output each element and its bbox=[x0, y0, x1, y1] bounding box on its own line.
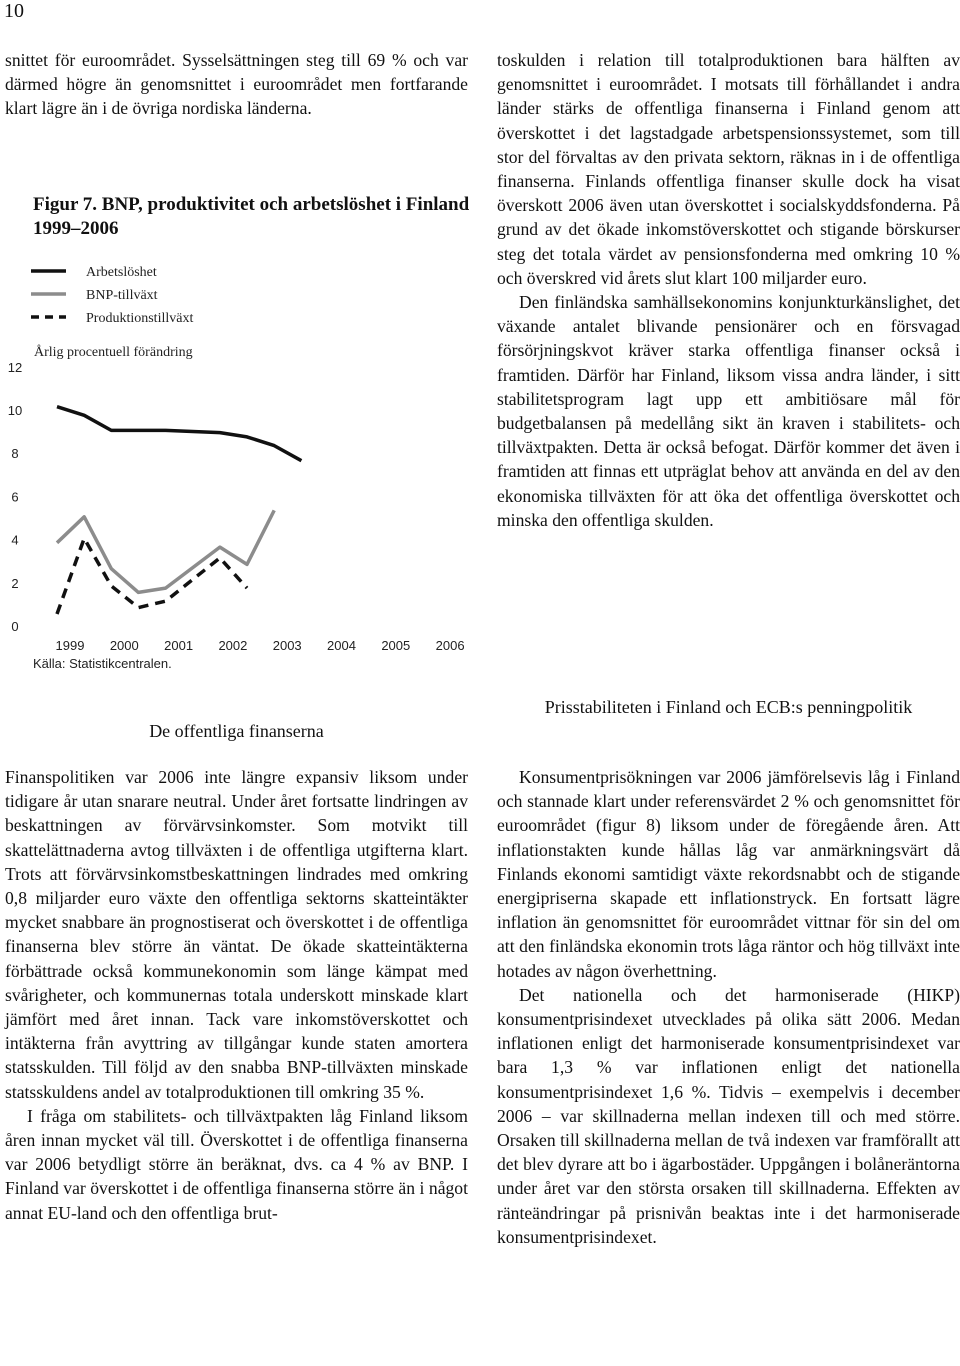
y-axis-label: Årlig procentuell förändring bbox=[34, 345, 193, 360]
body-paragraph: Finanspolitiken var 2006 inte längre expansiv liksom under tidigare år utan snarare neutral. Under året fortsatte lindringen av beskattningen av förvärvsinkomster. Som motvikt till skattelättnaderna avtog tillväxten i de offentliga utgifterna klart. Trots att förvärvsinkomstbeskattningen lindrades med omkring 0,8 miljarder euro växte den offentliga sektorns skatteintäkter mycket snabbare än prognostiserat och överskottet i de offentliga finanserna blev större än väntat. De ökade skatteintäkterna förbättrade också kommunekonomin som länge kämpat med svårigheter, och kommunernas totala underskott minskade klart jämfört med året innan. Tack vare inkomstöverskottet och intäkterna från avyttring av tillgångar kunde staten amortera statsskulden. Till följd av den snabba BNP-tillväxten minskade statsskuldens andel av totalproduktionen till omkring 35 %. bbox=[5, 767, 468, 1102]
x-tick-label: 2001 bbox=[164, 638, 194, 653]
x-tick-label: 2005 bbox=[381, 638, 411, 653]
page-number: 10 bbox=[4, 0, 24, 22]
x-tick-label: 2002 bbox=[218, 638, 248, 653]
figure-title: Figur 7. BNP, produktivitet och arbetslöshet i Finland 1999–2006 bbox=[33, 194, 470, 239]
x-tick-labels bbox=[56, 638, 465, 653]
legend-label: Produktionstillväxt bbox=[86, 311, 194, 326]
body-paragraph: Konsumentprisökningen var 2006 jämförelsevis låg i Finland och stannade klart under referensvärdet 2 % och genomsnittet för euroområdet (figur 8) liksom under de föregående åren. Att inflationstakten kunde hållas låg var anmärkningsvärt då Finlands ekonomi samtidigt växte rekordsnabbt och de stigande energipriserna skapade ett inflationstryck. En fortsatt lägre inflation än genomsnittet för euroområdet vittnar för sin del om att den finländska ekonomin trots låga räntor och hög tillväxt inte hotades av någon överhettning. bbox=[497, 767, 960, 981]
x-tick-label: 2004 bbox=[327, 638, 356, 653]
chart-series bbox=[57, 407, 301, 614]
y-tick-label: 4 bbox=[11, 532, 19, 548]
x-tick-label: 2000 bbox=[109, 638, 139, 653]
series-line-arbetslöshet bbox=[57, 407, 301, 461]
legend-label: Arbetslöshet bbox=[86, 265, 157, 280]
y-tick-label: 10 bbox=[7, 403, 23, 418]
y-tick-label: 8 bbox=[11, 446, 19, 462]
y-tick-label: 6 bbox=[11, 489, 19, 505]
body-paragraph: toskulden i relation till totalproduktionen bara hälften av genomsnittet i euroområdet. I motsats till förhållandet i andra länder stärks de offentliga finanserna i Finland genom att överskottet i det lagstadgade arbetspensionssystemet, som till stor del förvaltas av den privata sektorn, räknas in i de offentliga finanserna. Finlands offentliga finanser skulle dock ha visat överskott 2006 även utan överskottet i socialskyddsfonderna. På grund av det ökade inkomstöverskottet och stigande börskurser steg det totala värdet av pensionsfonderna med omkring 10 % och överskred vid årets slut klart 100 miljarder euro. bbox=[497, 50, 960, 288]
right-column-body bbox=[497, 765, 960, 1249]
y-tick-label: 12 bbox=[7, 359, 23, 375]
left-column-intro bbox=[5, 48, 468, 121]
body-paragraph: Den finländska samhällsekonomins konjunkturkänslighet, det växande antalet blivande pensionärer och en försvagad försörjningskvot kräver starka offentliga finanser också i framtiden. Därför har Finland, liksom vissa andra länder, i sitt stabilitetsprogram lagt upp ett ambitiösare mål för budgetbalansen på medellång sikt än kraven i stabilitets- och tillväxtpakten. Detta är också befogat. Därför kommer det även i framtiden att finnas ett utpräglat behov att använda en del av den ekonomiska tillväxten för att öka det offentliga överskottet och minska den offentliga skulden. bbox=[497, 292, 960, 530]
chart-source: Källa: Statistikcentralen. bbox=[33, 656, 172, 671]
body-paragraph: Det nationella och det harmoniserade (HIKP) konsumentprisindexet utvecklades på olika sätt 2006. Medan inflationen enligt det harmoniserade konsumentprisindexet var bara 1,3 % var inflationen enligt det nationella konsumentprisindexet 1,6 %. Tidvis – exempelvis i december 2006 – var skillnaderna mellan indexen till och med större. Orsaken till skillnaderna mellan de två indexen var framförallt att det blev dyrare att bo i ägarbostäder. Uppgången i bolåneräntorna under året var den största orsaken till skillnaderna. Effekten av ränteändringar på prisnivån beaktas inte i det harmoniserade konsumentprisindexet. bbox=[497, 984, 960, 1247]
x-tick-label: 2006 bbox=[435, 638, 465, 653]
chart-legend bbox=[31, 265, 193, 326]
section-heading-public-finances: De offentliga finanserna bbox=[149, 721, 324, 741]
line-chart bbox=[0, 250, 470, 690]
body-paragraph: I fråga om stabilitets- och tillväxtpakten låg Finland liksom åren innan mycket väl till. Överskottet i de offentliga finanserna var 2006 betydligt större än beräknat, dvs. ca 4 % av BNP. I Finland var överskottet i de offentliga finanserna större än i något annat EU-land och den offentliga brut- bbox=[5, 1105, 468, 1223]
x-tick-label: 2003 bbox=[272, 638, 302, 653]
legend-label: BNP-tillväxt bbox=[86, 288, 158, 303]
y-tick-label: 2 bbox=[11, 575, 19, 591]
right-column-top bbox=[497, 48, 960, 532]
intro-paragraph: snittet för euroområdet. Sysselsättningen steg till 69 % och var därmed högre än genomsnittet i euroområdet men fortfarande klart lägre än i de övriga nordiska länderna. bbox=[5, 50, 468, 119]
x-tick-label: 1999 bbox=[55, 638, 85, 653]
y-tick-labels bbox=[8, 360, 22, 634]
y-tick-label: 0 bbox=[11, 619, 19, 634]
section-heading-price-stability: Prisstabiliteten i Finland och ECB:s penningpolitik bbox=[544, 697, 913, 717]
left-column-body bbox=[5, 765, 468, 1225]
